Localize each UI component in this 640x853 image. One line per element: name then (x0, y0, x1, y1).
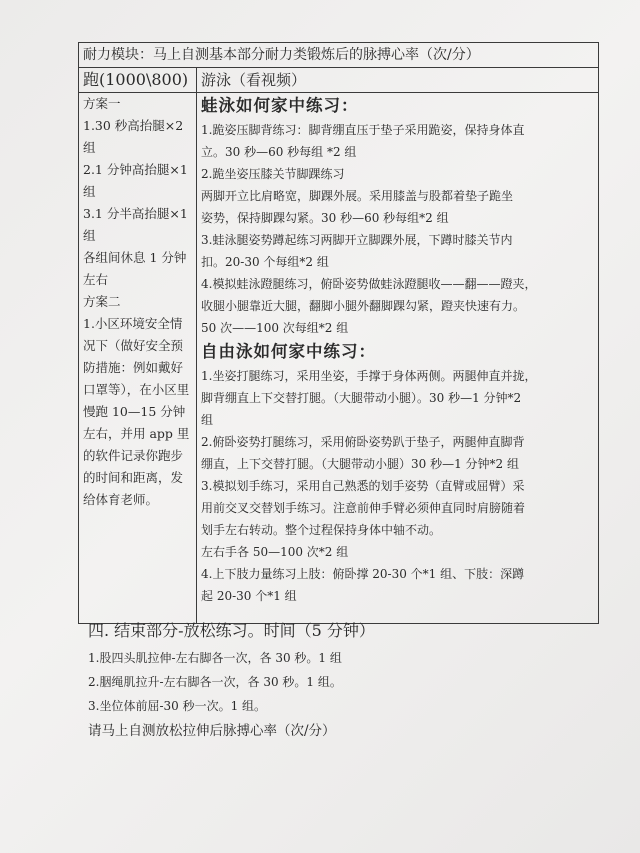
freestyle-line: 2.俯卧姿势打腿练习，采用俯卧姿势趴于垫子，两腿伸直脚背 (201, 435, 525, 449)
training-table (78, 42, 599, 624)
running-line: 1.小区环境安全情 (83, 316, 183, 331)
breaststroke-title: 蛙泳如何家中练习： (201, 96, 359, 115)
freestyle-line: 4.上下肢力量练习上肢：俯卧撑 20-30 个*1 组、下肢：深蹲 (201, 567, 525, 581)
freestyle-line: 起 20-30 个*1 组 (201, 589, 297, 603)
breaststroke-line: 1.跪姿压脚背练习：脚背绷直压于垫子采用跪姿，保持身体直 (201, 123, 525, 137)
running-line: 方案一 (83, 96, 121, 111)
freestyle-line: 绷直，上下交替打腿。（大腿带动小腿）30 秒—1 分钟*2 组 (201, 457, 519, 471)
freestyle-line: 1.坐姿打腿练习，采用坐姿，手撑于身体两侧。两腿伸直并拢， (201, 369, 537, 383)
running-line: 的软件记录你跑步 (83, 448, 184, 463)
breaststroke-line: 两脚开立比肩略宽，脚踝外展。采用膝盖与股都着垫子跪坐 (201, 189, 514, 203)
running-line: 1.30 秒高抬腿×2 (83, 118, 184, 133)
running-line: 方案二 (83, 294, 121, 309)
freestyle-line: 划手左右转动。整个过程保持身体中轴不动。 (201, 523, 442, 537)
running-line: 左右，并用 app 里 (83, 426, 190, 441)
breaststroke-line: 收腿小腿靠近大腿，翻脚小腿外翻脚踝勾紧，蹬夹快速有力。 (201, 299, 526, 313)
running-line: 组 (83, 184, 96, 199)
freestyle-line: 左右手各 50—100 次*2 组 (201, 545, 349, 559)
breaststroke-line: 立。30 秒—60 秒每组 *2 组 (201, 145, 357, 159)
running-line: 各组间休息 1 分钟 (83, 250, 187, 265)
freestyle-line: 3.模拟划手练习，采用自己熟悉的划手姿势（直臂或屈臂）采 (201, 479, 525, 493)
freestyle-line: 脚背绷直上下交替打腿。（大腿带动小腿）。30 秒—1 分钟*2 (201, 391, 522, 405)
cooldown-line: 1.股四头肌拉伸-左右脚各一次，各 30 秒。1 组 (88, 651, 342, 665)
freestyle-line: 组 (201, 413, 214, 427)
breaststroke-line: 2.跪坐姿压膝关节脚踝练习 (201, 167, 345, 181)
running-line: 左右 (83, 272, 109, 287)
running-line: 2.1 分钟高抬腿×1 (83, 162, 188, 177)
breaststroke-line: 姿势，保持脚踝勾紧。30 秒—60 秒每组*2 组 (201, 211, 449, 225)
running-plans-cell (79, 93, 197, 624)
running-line: 3.1 分半高抬腿×1 (83, 206, 188, 221)
breaststroke-line: 4.模拟蛙泳蹬腿练习，俯卧姿势做蛙泳蹬腿收——翻——蹬夹， (201, 277, 537, 291)
running-line: 口罩等），在小区里 (83, 382, 190, 397)
running-line: 组 (83, 228, 96, 243)
running-line: 慢跑 10—15 分钟 (83, 404, 186, 419)
breaststroke-line: 3.蛙泳腿姿势蹲起练习两脚开立脚踝外展，下蹲时膝关节内 (201, 233, 513, 247)
running-column-heading: 跑(1000\800) (79, 68, 197, 93)
cooldown-line: 3.坐位体前屈-30 秒一次。1 组。 (88, 699, 267, 713)
table-header: 耐力模块：马上自测基本部分耐力类锻炼后的脉搏心率（次/分） (79, 43, 599, 68)
swimming-column-heading: 游泳（看视频） (197, 68, 599, 93)
swimming-cell (197, 93, 599, 624)
pulse-check-note: 请马上自测放松拉伸后脉搏心率（次/分） (88, 723, 336, 739)
running-line: 给体育老师。 (83, 492, 159, 507)
breaststroke-line: 扣。20-30 个每组*2 组 (201, 255, 329, 269)
cooldown-title: 四. 结束部分-放松练习。时间（5 分钟） (88, 621, 375, 640)
cooldown-line: 2.胭绳肌拉升-左右脚各一次，各 30 秒。1 组。 (88, 675, 342, 689)
running-line: 的时间和距离，发 (83, 470, 184, 485)
freestyle-title: 自由泳如何家中练习： (201, 342, 376, 361)
breaststroke-line: 50 次——100 次每组*2 组 (201, 321, 349, 335)
running-line: 况下（做好安全预 (83, 338, 184, 353)
running-line: 防措施：例如戴好 (83, 360, 184, 375)
freestyle-line: 用前交叉交替划手练习。注意前伸手臂必须伸直同时肩膀随着 (201, 501, 526, 515)
cooldown-section (88, 616, 588, 744)
running-line: 组 (83, 140, 96, 155)
